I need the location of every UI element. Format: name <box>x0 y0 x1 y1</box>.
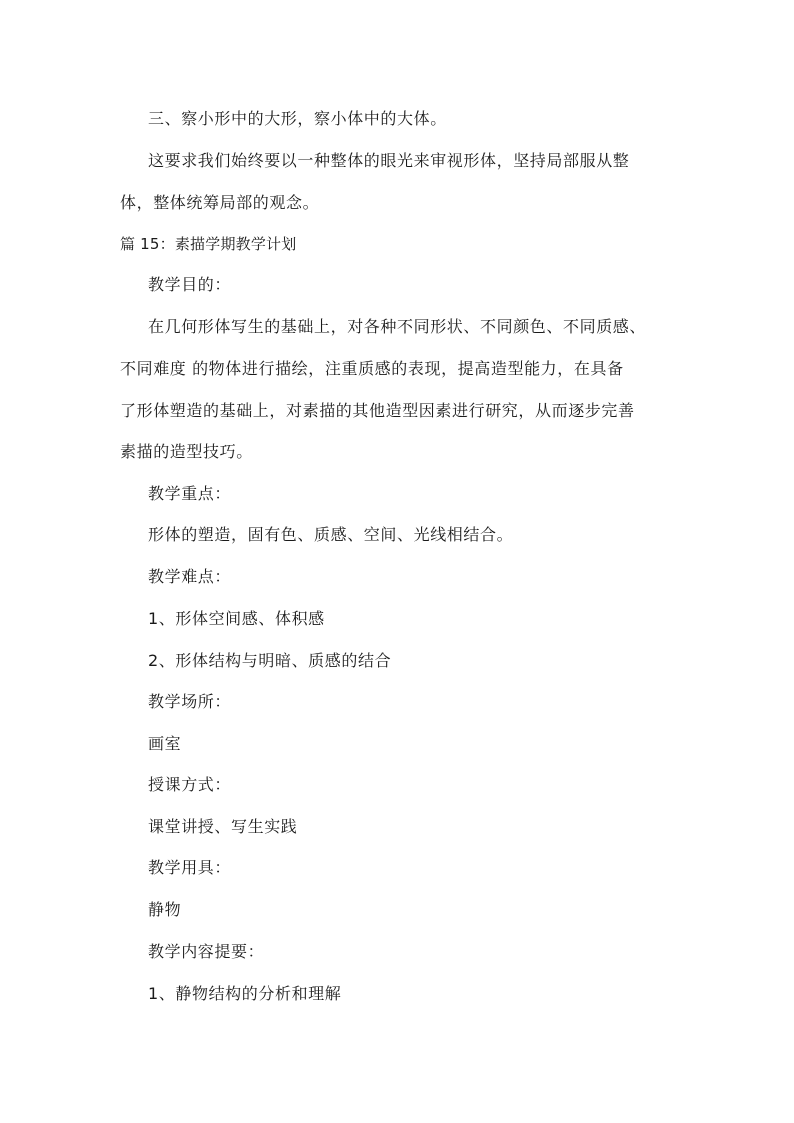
difficulties-label: 教学难点： <box>148 567 232 586</box>
tools-label: 教学用具： <box>148 858 232 877</box>
objective-line-4: 素描的造型技巧。 <box>120 442 253 461</box>
objective-line-3: 了形体塑造的基础上，对素描的其他造型因素进行研究，从而逐步完善 <box>120 401 635 420</box>
tools-text: 静物 <box>148 900 182 919</box>
difficulty-item-1: 1、形体空间感、体积感 <box>148 609 325 628</box>
objective-label: 教学目的： <box>148 275 232 294</box>
difficulty-item-2: 2、形体结构与明暗、质感的结合 <box>148 651 392 670</box>
content-item-1: 1、静物结构的分析和理解 <box>148 984 342 1003</box>
venue-text: 画室 <box>148 734 182 753</box>
objective-line-1: 在几何形体写生的基础上，对各种不同形状、不同颜色、不同质感、 <box>148 317 647 336</box>
intro-paragraph-line-2: 体，整体统筹局部的观念。 <box>120 193 320 212</box>
content-label: 教学内容提要： <box>148 942 265 961</box>
intro-paragraph-line-1: 这要求我们始终要以一种整体的眼光来审视形体，坚持局部服从整 <box>148 151 630 170</box>
method-text: 课堂讲授、写生实践 <box>148 817 298 836</box>
intro-point-3: 三、察小形中的大形，察小体中的大体。 <box>148 109 447 128</box>
objective-line-2: 不同难度 的物体进行描绘，注重质感的表现，提高造型能力，在具备 <box>120 359 624 378</box>
key-points-text: 形体的塑造，固有色、质感、空间、光线相结合。 <box>148 525 514 544</box>
key-points-label: 教学重点： <box>148 484 232 503</box>
method-label: 授课方式： <box>148 775 232 794</box>
section-title: 篇 15：素描学期教学计划 <box>120 235 297 253</box>
venue-label: 教学场所： <box>148 692 232 711</box>
